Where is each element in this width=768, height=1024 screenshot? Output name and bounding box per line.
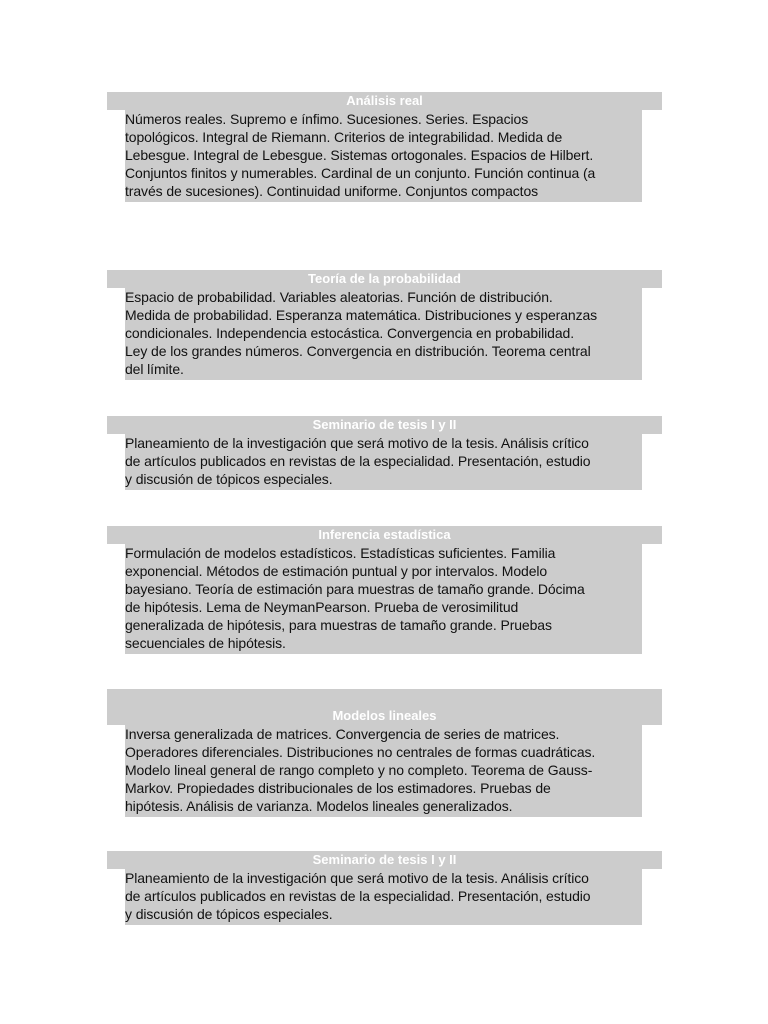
section-description xyxy=(125,544,642,654)
section-analisis-real xyxy=(107,92,662,202)
description-line: generalizada de hipótesis, para muestras de tamaño grande. Pruebas xyxy=(125,617,552,633)
section-title-text: Modelos lineales xyxy=(332,708,437,723)
description-line: Modelo lineal general de rango completo y no completo. Teorema de Gauss- xyxy=(125,762,593,778)
section-title: Análisis real xyxy=(107,92,662,110)
section-description xyxy=(125,434,642,490)
description-line: bayesiano. Teoría de estimación para muestras de tamaño grande. Dócima xyxy=(125,581,585,597)
description-line: condicionales. Independencia estocástica. Convergencia en probabilidad. xyxy=(125,325,574,341)
section-description xyxy=(125,288,642,380)
description-line: y discusión de tópicos especiales. xyxy=(125,471,333,487)
description-line: de hipótesis. Lema de NeymanPearson. Prueba de verosimilitud xyxy=(125,599,519,615)
section-title: Seminario de tesis I y II xyxy=(107,851,662,869)
description-line: Inversa generalizada de matrices. Convergencia de series de matrices. xyxy=(125,726,560,742)
section-title: Seminario de tesis I y II xyxy=(107,416,662,434)
description-line: Planeamiento de la investigación que será motivo de la tesis. Análisis crítico xyxy=(125,435,589,451)
section-description xyxy=(125,110,642,202)
section-seminario-tesis-1 xyxy=(107,416,662,490)
description-line: Conjuntos finitos y numerables. Cardinal de un conjunto. Función continua (a xyxy=(125,165,596,181)
description-line: Ley de los grandes números. Convergencia en distribución. Teorema central xyxy=(125,343,591,359)
description-line: del límite. xyxy=(125,361,184,377)
section-title: Inferencia estadística xyxy=(107,526,662,544)
description-line: y discusión de tópicos especiales. xyxy=(125,906,333,922)
section-teoria-probabilidad xyxy=(107,270,662,380)
description-line: exponencial. Métodos de estimación puntual y por intervalos. Modelo xyxy=(125,563,548,579)
description-line: Planeamiento de la investigación que será motivo de la tesis. Análisis crítico xyxy=(125,870,589,886)
description-line: topológicos. Integral de Riemann. Criterios de integrabilidad. Medida de xyxy=(125,129,563,145)
description-line: de artículos publicados en revistas de la especialidad. Presentación, estudio xyxy=(125,888,591,904)
section-inferencia-estadistica xyxy=(107,526,662,654)
description-line: Lebesgue. Integral de Lebesgue. Sistemas ortogonales. Espacios de Hilbert. xyxy=(125,147,594,163)
section-modelos-lineales xyxy=(107,689,662,817)
description-line: Espacio de probabilidad. Variables aleatorias. Función de distribución. xyxy=(125,289,553,305)
section-title xyxy=(107,689,662,725)
description-line: Medida de probabilidad. Esperanza matemática. Distribuciones y esperanzas xyxy=(125,307,598,323)
description-line: secuenciales de hipótesis. xyxy=(125,635,286,651)
description-line: través de sucesiones). Continuidad uniforme. Conjuntos compactos xyxy=(125,183,539,199)
description-line: de artículos publicados en revistas de la especialidad. Presentación, estudio xyxy=(125,453,591,469)
section-title: Teoría de la probabilidad xyxy=(107,270,662,288)
description-line: Números reales. Supremo e ínfimo. Sucesiones. Series. Espacios xyxy=(125,111,529,127)
description-line: Formulación de modelos estadísticos. Estadísticas suficientes. Familia xyxy=(125,545,556,561)
section-description xyxy=(125,869,642,925)
section-seminario-tesis-2 xyxy=(107,851,662,925)
section-description xyxy=(125,725,642,817)
description-line: hipótesis. Análisis de varianza. Modelos lineales generalizados. xyxy=(125,798,513,814)
description-line: Markov. Propiedades distribucionales de los estimadores. Pruebas de xyxy=(125,780,551,796)
description-line: Operadores diferenciales. Distribuciones no centrales de formas cuadráticas. xyxy=(125,744,596,760)
